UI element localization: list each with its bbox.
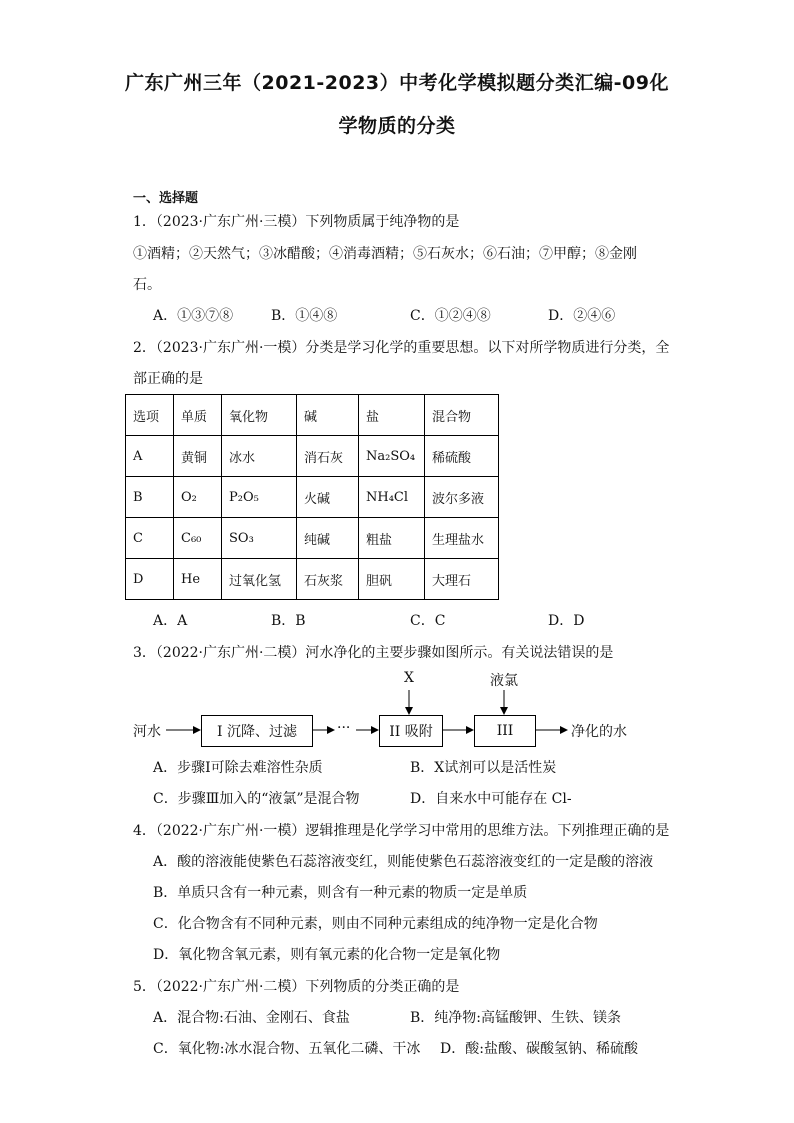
- table-header-cell: 氧化物: [222, 395, 297, 436]
- diagram-reagent-x: X: [404, 670, 414, 686]
- table-cell: 稀硫酸: [425, 436, 499, 477]
- table-cell: 纯碱: [297, 518, 359, 559]
- table-cell: 生理盐水: [425, 518, 499, 559]
- q5-stem: 5．（2022·广东广州·二模）下列物质的分类正确的是: [133, 979, 460, 995]
- q4-option-d[interactable]: D．氧化物含氧元素，则有氧元素的化合物一定是氧化物: [153, 947, 501, 963]
- q2-option-b[interactable]: B．B: [271, 613, 306, 629]
- table-row: [126, 477, 499, 518]
- q4-option-a[interactable]: A．酸的溶液能使紫色石蕊溶液变红，则能使紫色石蕊溶液变红的一定是酸的溶液: [153, 854, 654, 870]
- table-cell: NH₄Cl: [359, 477, 425, 518]
- q2-classification-table: [125, 394, 499, 600]
- q4-stem: 4．（2022·广东广州·一模）逻辑推理是化学学习中常用的思维方法。下列推理正确的是: [133, 823, 670, 839]
- q3-stem: 3．（2022·广东广州·二模）河水净化的主要步骤如图所示。有关说法错误的是: [133, 645, 614, 661]
- diagram-step1-box: I 沉降、过滤: [201, 715, 313, 747]
- table-header-cell: 混合物: [425, 395, 499, 436]
- q3-option-c[interactable]: C．步骤Ⅲ加入的“液氯”是混合物: [153, 791, 360, 807]
- diagram-dots: ···: [337, 720, 351, 736]
- q2-option-c[interactable]: C．C: [410, 613, 446, 629]
- table-header-cell: 碱: [297, 395, 359, 436]
- table-cell: SO₃: [222, 518, 297, 559]
- page-title-line-1: 广东广州三年（2021-2023）中考化学模拟题分类汇编-09化: [125, 72, 669, 94]
- table-cell: P₂O₅: [222, 477, 297, 518]
- table-cell: Na₂SO₄: [359, 436, 425, 477]
- q1-items-line-2: 石。: [133, 277, 161, 293]
- table-cell: 火碱: [297, 477, 359, 518]
- q5-option-b[interactable]: B．纯净物:高锰酸钾、生铁、镁条: [410, 1010, 622, 1026]
- table-cell: B: [126, 477, 174, 518]
- table-cell: 过氧化氢: [222, 559, 297, 600]
- table-cell: C₆₀: [174, 518, 222, 559]
- q2-option-d[interactable]: D．D: [548, 613, 585, 629]
- table-cell: 黄铜: [174, 436, 222, 477]
- table-cell: A: [126, 436, 174, 477]
- q5-option-a[interactable]: A．混合物:石油、金刚石、食盐: [153, 1010, 350, 1026]
- table-header-cell: 单质: [174, 395, 222, 436]
- page-title-line-2: 学物质的分类: [338, 115, 456, 137]
- q2-option-a[interactable]: A．A: [153, 613, 188, 629]
- table-cell: D: [126, 559, 174, 600]
- q4-option-b[interactable]: B．单质只含有一种元素，则含有一种元素的物质一定是单质: [153, 885, 528, 901]
- table-header-row: [126, 395, 499, 436]
- table-header-cell: 盐: [359, 395, 425, 436]
- q2-stem-line-2: 部正确的是: [133, 371, 203, 387]
- table-row: [126, 559, 499, 600]
- diagram-input-label: 河水: [133, 724, 161, 740]
- table-row: [126, 436, 499, 477]
- table-cell: 石灰浆: [297, 559, 359, 600]
- diagram-step2-box: II 吸附: [379, 715, 443, 747]
- table-cell: O₂: [174, 477, 222, 518]
- q1-option-d[interactable]: D．②④⑥: [548, 308, 616, 324]
- table-cell: 消石灰: [297, 436, 359, 477]
- diagram-step3-box: III: [474, 715, 536, 747]
- diagram-reagent-chlorine: 液氯: [490, 673, 518, 689]
- section-heading: 一、选择题: [133, 191, 199, 206]
- table-header-cell: 选项: [126, 395, 174, 436]
- q5-option-d[interactable]: D．酸:盐酸、碳酸氢钠、稀硫酸: [440, 1041, 638, 1057]
- q5-option-c[interactable]: C．氧化物:冰水混合物、五氧化二磷、干冰: [153, 1041, 421, 1057]
- table-cell: 粗盐: [359, 518, 425, 559]
- table-cell: 大理石: [425, 559, 499, 600]
- table-cell: He: [174, 559, 222, 600]
- diagram-output-label: 净化的水: [571, 724, 627, 740]
- q1-option-c[interactable]: C．①②④⑧: [410, 308, 491, 324]
- table-cell: C: [126, 518, 174, 559]
- table-cell: 波尔多液: [425, 477, 499, 518]
- q4-option-c[interactable]: C．化合物含有不同种元素，则由不同种元素组成的纯净物一定是化合物: [153, 916, 598, 932]
- q3-option-a[interactable]: A．步骤Ⅰ可除去难溶性杂质: [153, 760, 323, 776]
- table-cell: 胆矾: [359, 559, 425, 600]
- q1-option-a[interactable]: A．①③⑦⑧: [153, 308, 234, 324]
- q3-option-b[interactable]: B．X试剂可以是活性炭: [410, 760, 557, 776]
- q2-stem-line-1: 2．（2023·广东广州·一模）分类是学习化学的重要思想。以下对所学物质进行分类，全: [133, 340, 670, 356]
- q1-option-b[interactable]: B．①④⑧: [271, 308, 338, 324]
- q1-items-line-1: ①酒精；②天然气；③冰醋酸；④消毒酒精；⑤石灰水；⑥石油；⑦甲醇；⑧金刚: [133, 246, 637, 262]
- q1-stem: 1．（2023·广东广州·三模）下列物质属于纯净物的是: [133, 214, 460, 230]
- table-row: [126, 518, 499, 559]
- table-cell: 冰水: [222, 436, 297, 477]
- q3-option-d[interactable]: D．自来水中可能存在 Cl-: [410, 791, 572, 807]
